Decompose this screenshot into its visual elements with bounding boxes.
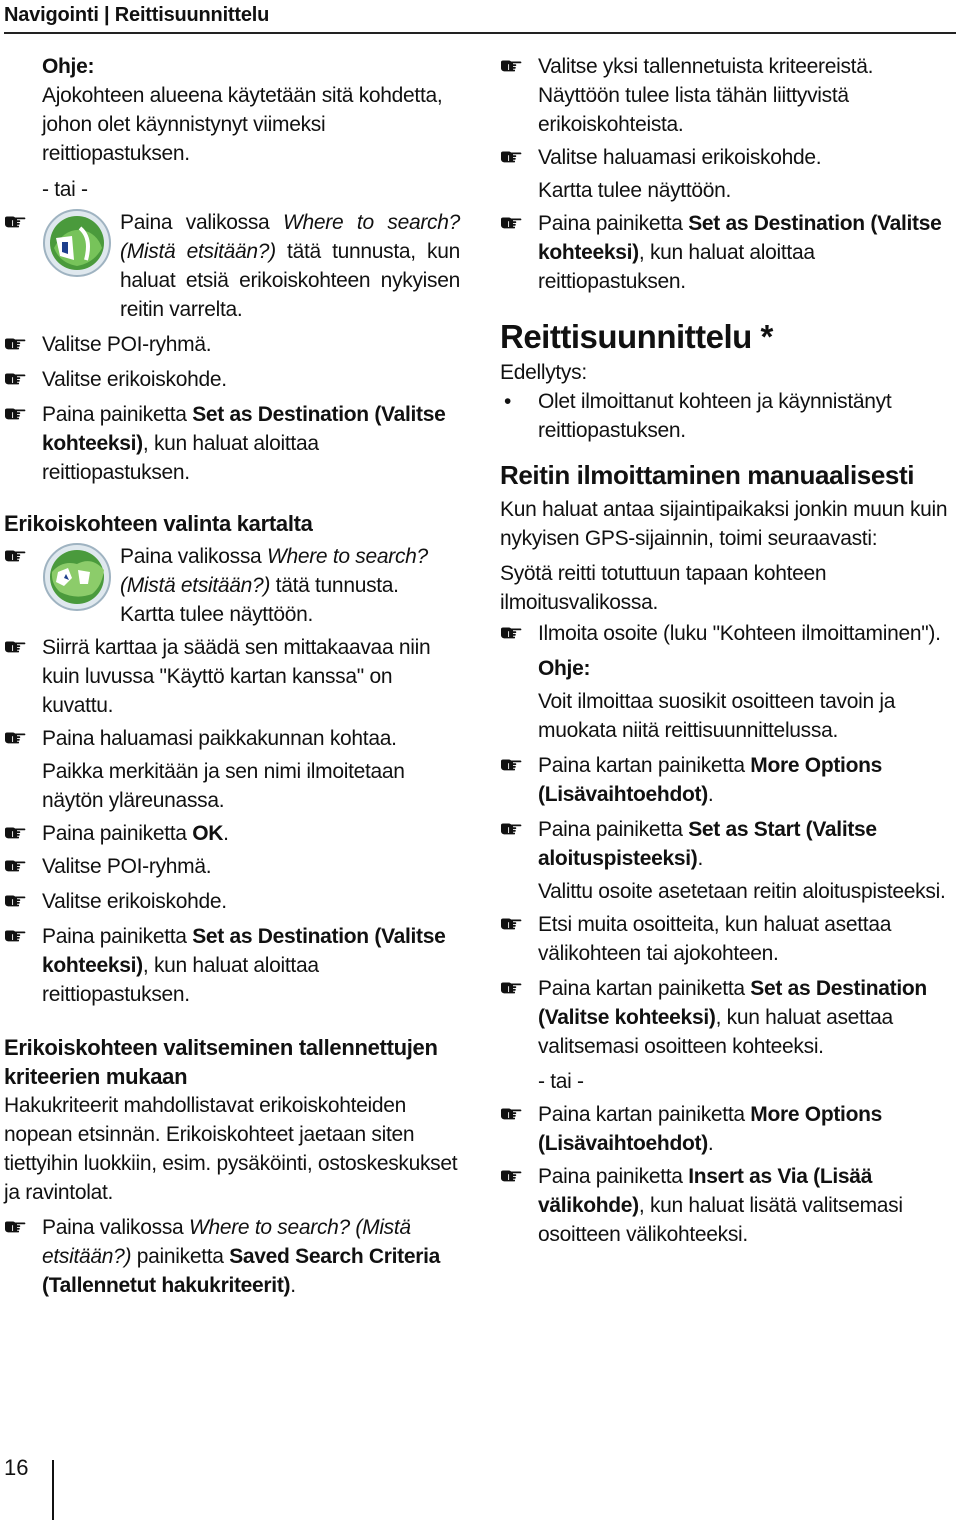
hand-pointer-icon bbox=[500, 1107, 522, 1121]
hand-pointer-icon bbox=[4, 372, 26, 386]
hand-pointer-icon bbox=[500, 59, 522, 73]
instruction-step: Paina valikossa Where to search? (Mistä etsitään?) tätä tunnusta. Kartta tulee näyttöön. bbox=[4, 542, 460, 629]
instruction-step: Paina painiketta Set as Destination (Valitse kohteeksi), kun haluat aloittaa reittiopastuksen. bbox=[500, 209, 956, 296]
hand-pointer-icon bbox=[4, 859, 26, 873]
hand-pointer-icon bbox=[4, 731, 26, 745]
note-text: Voit ilmoittaa suosikit osoitteen tavoin ja muokata niitä reittisuunnittelussa. bbox=[538, 690, 896, 742]
poi-route-search-icon bbox=[42, 208, 112, 278]
instruction-step: Valitse yksi tallennetuista kriteereistä. Näyttöön tulee lista tähän liittyvistä erikoiskohteista. bbox=[500, 52, 956, 139]
left-column bbox=[4, 52, 460, 1300]
instruction-step: Valitse POI-ryhmä. bbox=[4, 852, 460, 881]
intro-text-2: Syötä reitti totuttuun tapaan kohteen ilmoitusvalikossa. bbox=[500, 562, 827, 614]
header-title: Navigointi | Reittisuunnittelu bbox=[4, 4, 270, 26]
right-column bbox=[500, 52, 956, 1249]
hand-pointer-icon bbox=[4, 407, 26, 421]
chapter-heading: Reittisuunnittelu * bbox=[500, 318, 773, 355]
prereq-label: Edellytys: bbox=[500, 361, 587, 384]
instruction-step: Paina kartan painiketta More Options (Lisävaihtoehdot). bbox=[500, 751, 956, 809]
prereq-item: • Olet ilmoittanut kohteen ja käynnistänyt reittiopastuksen. bbox=[500, 387, 956, 445]
instruction-step: Paina painiketta Set as Destination (Valitse kohteeksi), kun haluat aloittaa reittiopastuksen. bbox=[4, 922, 460, 1009]
instruction-step: Paina haluamasi paikkakunnan kohtaa. Paikka merkitään ja sen nimi ilmoitetaan näytön yläreunassa. bbox=[4, 724, 460, 815]
or-separator: - tai - bbox=[42, 178, 88, 201]
hand-pointer-icon bbox=[500, 626, 522, 640]
instruction-step: Valitse haluamasi erikoiskohde. Kartta tulee näyttöön. bbox=[500, 143, 956, 205]
hand-pointer-icon bbox=[500, 758, 522, 772]
hand-pointer-icon bbox=[4, 826, 26, 840]
hand-pointer-icon bbox=[4, 929, 26, 943]
section-heading: Erikoiskohteen valinta kartalta bbox=[4, 511, 313, 536]
bullet-icon: • bbox=[504, 390, 512, 413]
note-text: Ajokohteen alueena käytetään sitä kohdetta, johon olet käynnistynyt viimeksi reittiopastuksen. bbox=[42, 84, 443, 165]
note-label: Ohje: bbox=[538, 657, 591, 680]
hand-pointer-icon bbox=[500, 822, 522, 836]
hand-pointer-icon bbox=[500, 917, 522, 931]
instruction-step: Valitse erikoiskohde. bbox=[4, 365, 460, 394]
instruction-step: Paina painiketta Set as Start (Valitse aloituspisteeksi). Valittu osoite asetetaan reitin aloituspisteeksi. bbox=[500, 815, 956, 906]
instruction-step: Paina kartan painiketta Set as Destination (Valitse kohteeksi), kun haluat asettaa valitsemasi osoitteen kohteeksi. - tai - bbox=[500, 974, 956, 1096]
instruction-step: Paina painiketta Set as Destination (Valitse kohteeksi), kun haluat aloittaa reittiopastuksen. bbox=[4, 400, 460, 487]
section-text: Hakukriteerit mahdollistavat erikoiskohteiden nopean etsinnän. Erikoiskohteet jaetaan siten tiettyihin luokkiin, esim. pysäköinti, ostoskeskukset ja ravintolat. bbox=[4, 1094, 458, 1204]
hand-pointer-icon bbox=[4, 549, 26, 563]
hand-pointer-icon bbox=[500, 150, 522, 164]
note-label: Ohje: bbox=[42, 55, 95, 78]
hand-pointer-icon bbox=[4, 1220, 26, 1234]
instruction-step: Paina painiketta Insert as Via (Lisää välikohde), kun haluat lisätä valitsemasi osoitteen välikohteeksi. bbox=[500, 1162, 956, 1249]
intro-text: Kun haluat antaa sijaintipaikaksi jonkin muun kuin nykyisen GPS-sijainnin, toimi seuraavasti: bbox=[500, 498, 948, 550]
page-header bbox=[4, 2, 956, 34]
instruction-step: Paina valikossa Where to search? (Mistä etsitään?) tätä tunnusta, kun haluat etsiä erikoiskohteen nykyisen reitin varrelta. bbox=[4, 208, 460, 324]
hand-pointer-icon bbox=[500, 216, 522, 230]
hand-pointer-icon bbox=[500, 981, 522, 995]
page-number: 16 bbox=[4, 1455, 29, 1480]
instruction-step: Valitse erikoiskohde. bbox=[4, 887, 460, 916]
instruction-step: Siirrä karttaa ja säädä sen mittakaavaa niin kuin luvussa "Käyttö kartan kanssa" on kuvattu. bbox=[4, 633, 460, 720]
section-heading: Erikoiskohteen valitseminen tallennettujen kriteerien mukaan bbox=[4, 1035, 438, 1089]
poi-map-search-icon bbox=[42, 542, 112, 612]
instruction-step: Paina kartan painiketta More Options (Lisävaihtoehdot). bbox=[500, 1100, 956, 1158]
hand-pointer-icon bbox=[4, 894, 26, 908]
hand-pointer-icon bbox=[4, 337, 26, 351]
hand-pointer-icon bbox=[500, 1169, 522, 1183]
section-heading: Reitin ilmoittaminen manuaalisesti bbox=[500, 460, 915, 490]
instruction-step: Ilmoita osoite (luku "Kohteen ilmoittaminen"). Ohje: Voit ilmoittaa suosikit osoitteen tavoin ja muokata niitä reittisuunnittelussa. bbox=[500, 619, 956, 745]
instruction-step: Valitse POI-ryhmä. bbox=[4, 330, 460, 359]
instruction-step: Etsi muita osoitteita, kun haluat asettaa välikohteen tai ajokohteen. bbox=[500, 910, 956, 968]
instruction-step: Paina valikossa Where to search? (Mistä etsitään?) painiketta Saved Search Criteria (Tallennetut hakukriteerit). bbox=[4, 1213, 460, 1300]
hand-pointer-icon bbox=[4, 640, 26, 654]
or-separator: - tai - bbox=[538, 1070, 584, 1093]
note-block bbox=[4, 52, 460, 204]
page-number-divider bbox=[52, 1460, 54, 1520]
instruction-step: Paina painiketta OK. bbox=[4, 819, 460, 848]
hand-pointer-icon bbox=[4, 215, 26, 229]
